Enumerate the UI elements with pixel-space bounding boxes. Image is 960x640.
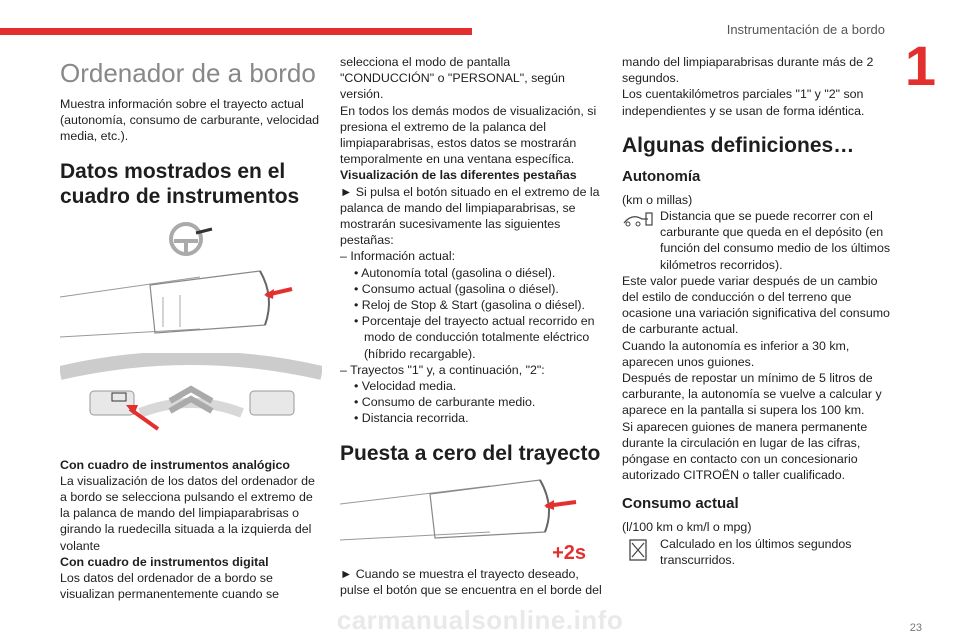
- column-1: [60, 54, 322, 602]
- section-title-definitions: Algunas definiciones…: [622, 133, 855, 157]
- autonomy-p2: Este valor puede variar después de un cambio del estilo de conducción o del terreno que ocasione una variación significativa del consumo de carburante actual.: [622, 273, 890, 337]
- col2-p2: En todos los demás modos de visualización, si presiona el extremo de la palanca del limpiaparabrisas, estos datos se mostrarán temporalmente en una ventana específica.: [340, 103, 597, 167]
- intro-text: Muestra información sobre el trayecto actual (autonomía, consumo de carburante, velocidad media, etc.).: [60, 97, 319, 144]
- list-item: • Reloj de Stop & Start (gasolina o diésel).: [354, 298, 585, 313]
- digital-title: Con cuadro de instrumentos digital: [60, 554, 269, 569]
- col2-p1: selecciona el modo de pantalla "CONDUCCIÓN" o "PERSONAL", según versión.: [340, 55, 565, 102]
- list-item: • Velocidad media.: [354, 379, 457, 394]
- analog-text: La visualización de los datos del ordenador de a bordo se selecciona pulsando el extremo de la palanca de mando del limpiaparabrisas o girando la ruedecilla situada a la izquierda del volante: [60, 473, 315, 553]
- plus-icon: +: [552, 542, 564, 565]
- analog-title: Con cuadro de instrumentos analógico: [60, 457, 290, 472]
- tabs-text: ► Si pulsa el botón situado en el extremo de la palanca de mando del limpiaparabrisas, se mostrarán sucesivamente las siguientes pestañas:: [340, 184, 600, 248]
- consumption-block: [622, 536, 892, 568]
- fuel-autonomy-icon: [622, 209, 654, 229]
- running-header: Instrumentación de a bordo: [726, 22, 885, 37]
- list-item: • Autonomía total (gasolina o diésel).: [354, 265, 556, 280]
- autonomy-p5: Si aparecen guiones de manera permanente durante la circulación en lugar de las cifras, póngase en contacto con un concesionario autorizado CITROËN o taller cualificado.: [622, 419, 868, 483]
- column-3: [622, 54, 892, 568]
- col3-p2: Los cuentakilómetros parciales "1" y "2" son independientes y se usan de forma idéntica.: [622, 87, 865, 118]
- page-title: Ordenador de a bordo: [60, 58, 316, 88]
- autonomy-text: Distancia que se puede recorrer con el carburante que queda en el depósito (en función del consumo medio de los últimos kilómetros recorridos).: [660, 209, 891, 272]
- section-title-reset: Puesta a cero del trayecto: [340, 441, 601, 465]
- autonomy-block: [622, 208, 892, 273]
- stalk-illustration: [60, 267, 322, 345]
- steering-wheel-icon: [60, 219, 322, 259]
- consumption-title: Consumo actual: [622, 495, 739, 513]
- autonomy-p3: Cuando la autonomía es inferior a 30 km, aparecen unos guiones.: [622, 338, 850, 369]
- reset-text: ► Cuando se muestra el trayecto deseado, pulse el botón que se encuentra en el borde del: [340, 566, 602, 597]
- autonomy-unit: (km o millas): [622, 192, 693, 207]
- column-2: [340, 54, 602, 598]
- badge-label: 2s: [563, 542, 586, 565]
- tabs-title: Visualización de las diferentes pestañas: [340, 168, 577, 183]
- col3-p1: mando del limpiaparabrisas durante más de 2 segundos.: [622, 55, 874, 86]
- chapter-number: 1: [904, 34, 936, 97]
- stalk-reset-illustration: [340, 476, 602, 565]
- list-item: • Consumo actual (gasolina o diésel).: [354, 281, 559, 296]
- consumption-unit: (l/100 km o km/l o mpg): [622, 520, 752, 535]
- list-item: – Información actual:: [340, 249, 456, 264]
- list-item: – Trayectos "1" y, a continuación, "2":: [340, 362, 545, 377]
- autonomy-title: Autonomía: [622, 167, 701, 185]
- page-number: 23: [909, 622, 922, 634]
- list-item: • Porcentaje del trayecto actual recorrido en modo de conducción totalmente eléctrico (híbrido recargable).: [354, 314, 595, 361]
- tabs-list: [340, 248, 602, 426]
- consumption-text: Calculado en los últimos segundos transcurridos.: [660, 536, 852, 567]
- watermark: carmanualsonline.info: [336, 605, 624, 635]
- list-item: • Distancia recorrida.: [354, 411, 469, 426]
- top-accent-bar: [0, 28, 472, 35]
- autonomy-p4: Después de repostar un mínimo de 5 litros de carburante, la autonomía se vuelve a calcular y aparece en la pantalla si supera los 100 km.: [622, 371, 882, 418]
- hold-2s-badge: [552, 542, 586, 565]
- list-item: • Consumo de carburante medio.: [354, 395, 536, 410]
- section-title-dashboard: Datos mostrados en el cuadro de instrumentos: [60, 159, 300, 208]
- digital-text: Los datos del ordenador de a bordo se visualizan permanentemente cuando se: [60, 571, 280, 602]
- fuel-consumption-icon: [622, 537, 654, 563]
- steering-wheel-controls-illustration: [60, 353, 322, 449]
